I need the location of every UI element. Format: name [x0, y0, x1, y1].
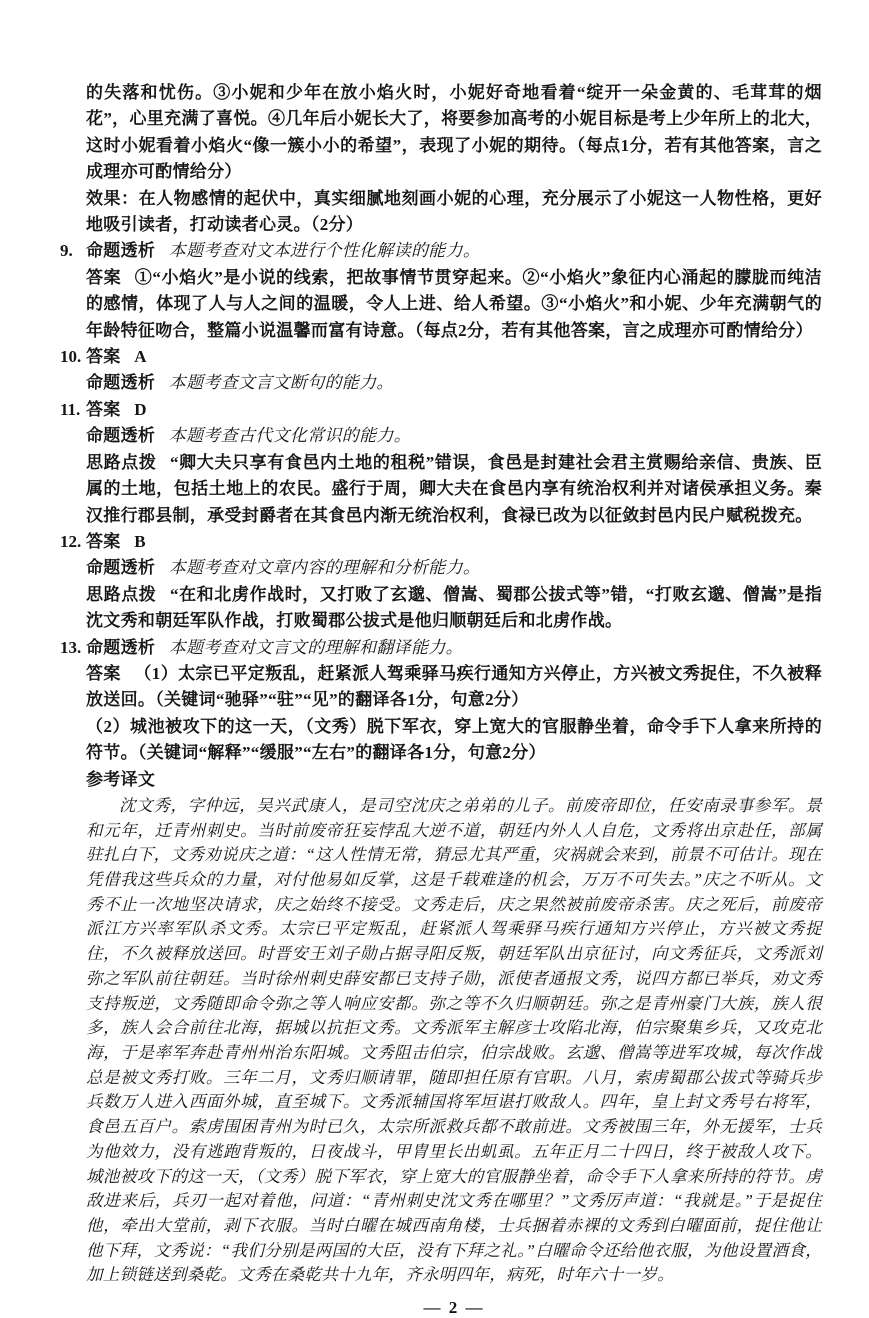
- section-label: 命题透析: [86, 373, 156, 393]
- body-text: 本题考查古代文化常识的能力。: [168, 426, 411, 446]
- body-text: D: [134, 399, 147, 419]
- section-label: 答案: [86, 399, 121, 419]
- section-label: 答案: [86, 531, 121, 551]
- body-text: B: [134, 531, 146, 551]
- body-text: （2）城池被攻下的这一天，（文秀）脱下军衣，穿上宽大的官服静坐着，命令手下人拿来所持的符节。（关键词“解释”“缓服”“左右”的翻译各1分，句意2分）: [86, 716, 822, 763]
- item-11-hint: [86, 450, 822, 529]
- item-11-answer: [60, 397, 822, 423]
- answer-8-effect: [86, 186, 822, 239]
- body-text: ①“小焰火”是小说的线索，把故事情节贯穿起来。②“小焰火”象征内心涌起的朦胧而纯洁的感情，体现了人与人之间的温暖，令人上进、给人希望。③“小焰火”和小妮、少年充满朝气的年龄特征吻合，整篇小说温馨而富有诗意。（每点2分，若有其他答案，言之成理亦可酌情给分）: [86, 267, 822, 340]
- reference-translation: [86, 794, 822, 1288]
- item-12-hint: [86, 582, 822, 635]
- body-text: “卿大夫只享有食邑内土地的租税”错误，食邑是封建社会君主赏赐给亲信、贵族、臣属的土地，包括土地上的农民。盛行于周，卿大夫在食邑内享有统治权利并对诸侯承担义务。秦汉推行郡县制，承受封爵者在其食邑内渐无统治权利，食禄已改为以征敛封邑内民户赋税拨充。: [86, 452, 822, 525]
- body-text: 本题考查对文章内容的理解和分析能力。: [168, 558, 481, 578]
- page-number: — 2 —: [423, 1298, 485, 1318]
- body-text: A: [134, 347, 147, 367]
- item-9-answer: [86, 265, 822, 344]
- body-text: 效果：在人物感情的起伏中，真实细腻地刻画小妮的心理，充分展示了小妮这一人物性格，更好地吸引读者，打动读者心灵。（2分）: [86, 188, 822, 235]
- item-number: 11.: [60, 399, 81, 419]
- item-13-answer-1: [86, 661, 822, 714]
- section-label: 命题透析: [86, 637, 156, 657]
- section-label: 答案: [86, 267, 122, 287]
- section-label: 答案: [86, 347, 121, 367]
- item-11-analysis: [86, 423, 822, 449]
- body-text: 沈文秀，字仲远，吴兴武康人，是司空沈庆之弟弟的儿子。前废帝即位，任安南录事参军。景和元年，迁青州刺史。当时前废帝狂妄悖乱大逆不道，朝廷内外人人自危，文秀将出京赴任，部属驻扎白下，文秀劝说庆之道：“这人性情无常，猜忌尤其严重，灾祸就会来到，前景不可估计。现在凭借我这些兵众的力量，对付他易如反掌，这是千载难逢的机会，万万不可失去。”庆之不听从。文秀不止一次地坚决请求，庆之始终不接受。文秀走后，庆之果然被前废帝杀害。庆之死后，前废帝派江方兴率军队杀文秀。太宗已平定叛乱，赶紧派人驾乘驿马疾行通知方兴停止，方兴被文秀捉住，不久被释放送回。时晋安王刘子勋占据寻阳反叛，朝廷军队出京征讨，向文秀征兵，文秀派刘弥之军队前往朝廷。当时徐州刺史薛安都已支持子勋，派使者通报文秀，说四方都已举兵，劝文秀支持叛逆，文秀随即命令弥之等人响应安都。弥之等不久归顺朝廷。弥之是青州豪门大族，族人很多，族人会合前往北海，据城以抗拒文秀。文秀派军主解彦士攻陷北海，伯宗聚集乡兵，又攻克北海，于是率军奔赴青州州治东阳城。文秀阻击伯宗，伯宗战败。玄邈、僧嵩等进军攻城，每次作战总是被文秀打败。三年二月，文秀归顺请罪，随即担任原有官职。八月，索虏蜀郡公拔式等骑兵步兵数万人进入西面外城，直至城下。文秀派辅国将军垣谌打败敌人。四年，皇上封文秀号右将军，食邑五百户。索虏围困青州为时已久，太宗所派救兵都不敢前进。文秀被围三年，外无援军，士兵为他效力，没有逃跑背叛的，日夜战斗，甲胄里长出虮虱。五年正月二十四日，终于被敌人攻下。城池被攻下的这一天，（文秀）脱下军衣，穿上宽大的官服静坐着，命令手下人拿来所持的符节。虏敌进来后，兵刃一起对着他，问道：“青州刺史沈文秀在哪里？”文秀厉声道：“我就是。”于是捉住他，牵出大堂前，剥下衣服。当时白曜在城西南角楼，士兵捆着赤裸的文秀到白曜面前，捉住他让他下拜，文秀说：“我们分别是两国的大臣，没有下拜之礼。”白曜命令还给他衣服，为他设置酒食，加上锁链送到桑乾。文秀在桑乾共十九年，齐永明四年，病死，时年六十一岁。: [86, 795, 822, 1285]
- section-label: 参考译文: [86, 769, 156, 789]
- body-text: 本题考查对文言文的理解和翻译能力。: [168, 637, 463, 657]
- body-text: （1）太宗已平定叛乱，赶紧派人驾乘驿马疾行通知方兴停止，方兴被文秀捉住，不久被释放送回。（关键词“驰驿”“驻”“见”的翻译各1分，句意2分）: [86, 663, 822, 710]
- item-number: 13.: [60, 637, 82, 657]
- item-number: 9.: [60, 241, 73, 261]
- item-13-answer-2: [86, 714, 822, 767]
- body-text: 本题考查对文本进行个性化解读的能力。: [168, 241, 481, 261]
- section-label: 思路点拨: [86, 452, 157, 472]
- item-10-analysis: [86, 370, 822, 396]
- item-number: 12.: [60, 531, 82, 551]
- section-label: 命题透析: [86, 241, 156, 261]
- item-9-analysis: [60, 238, 822, 264]
- body-text: 的失落和忧伤。③小妮和少年在放小焰火时，小妮好奇地看着“绽开一朵金黄的、毛茸茸的烟花”，心里充满了喜悦。④几年后小妮长大了，将要参加高考的小妮目标是考上少年所上的北大，这时小妮看着小焰火“像一簇小小的希望”，表现了小妮的期待。（每点1分，若有其他答案，言之成理亦可酌情给分）: [86, 83, 822, 182]
- body-text: “在和北虏作战时，又打败了玄邈、僧嵩、蜀郡公拔式等”错，“打败玄邈、僧嵩”是指沈文秀和朝廷军队作战，打败蜀郡公拔式是他归顺朝廷后和北虏作战。: [86, 584, 822, 631]
- answer-key-content: [60, 80, 822, 1288]
- section-label: 答案: [86, 663, 121, 683]
- item-10-answer: [60, 344, 822, 370]
- body-text: 本题考查文言文断句的能力。: [168, 373, 394, 393]
- reference-translation-heading: [86, 767, 822, 793]
- item-number: 10.: [60, 347, 82, 367]
- section-label: 命题透析: [86, 558, 156, 578]
- item-13-analysis: [60, 635, 822, 661]
- section-label: 命题透析: [86, 426, 156, 446]
- section-label: 思路点拨: [86, 584, 157, 604]
- answer-8-continuation: [86, 80, 822, 186]
- item-12-analysis: [86, 555, 822, 581]
- item-12-answer: [60, 529, 822, 555]
